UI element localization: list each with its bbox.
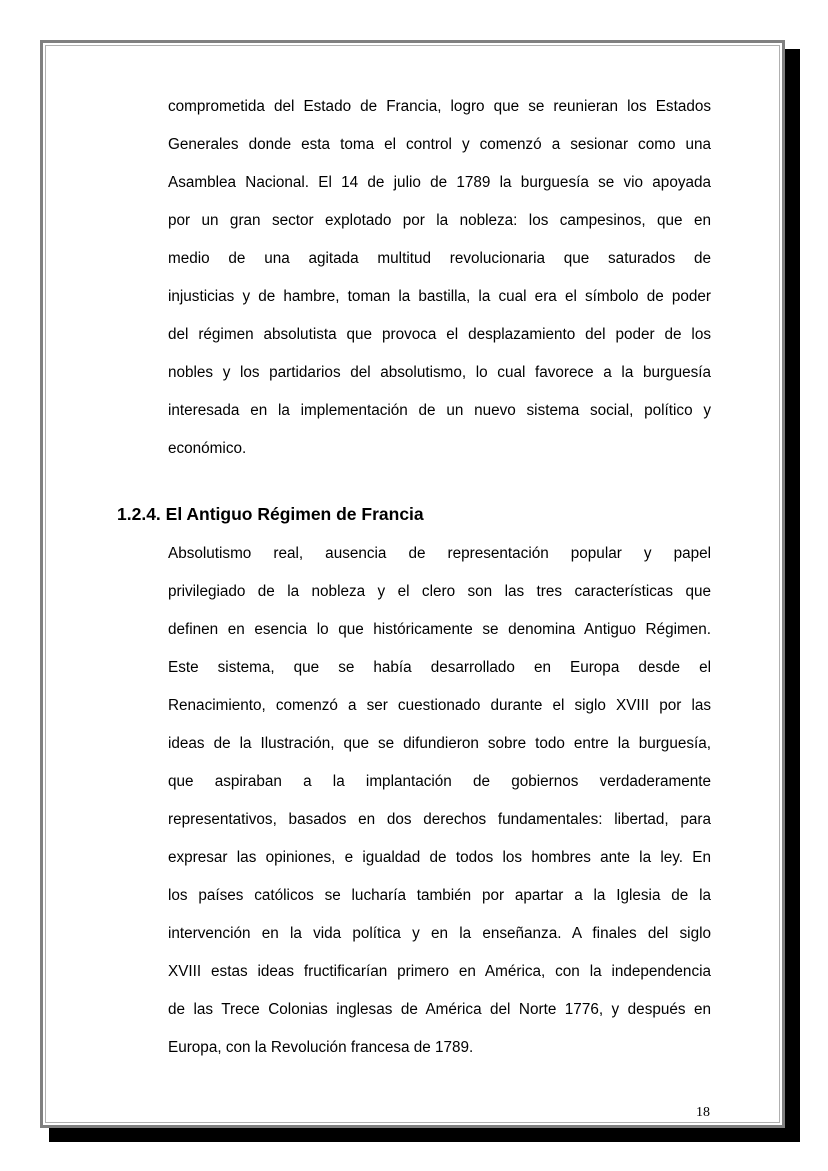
text-line: definen en esencia lo que históricamente se denomina Antiguo Régimen. — [168, 621, 711, 638]
text-line: injusticias y de hambre, toman la bastilla, la cual era el símbolo de poder — [168, 288, 711, 305]
text-line: nobles y los partidarios del absolutismo, lo cual favorece a la burguesía — [168, 364, 711, 381]
text-line: ideas de la Ilustración, que se difundieron sobre todo entre la burguesía, — [168, 735, 711, 752]
text-line: Generales donde esta toma el control y comenzó a sesionar como una — [168, 136, 711, 153]
text-line: de las Trece Colonias inglesas de América del Norte 1776, y después en — [168, 1001, 711, 1018]
text-line: Absolutismo real, ausencia de representación popular y papel — [168, 545, 711, 562]
text-line: comprometida del Estado de Francia, logro que se reunieran los Estados — [168, 98, 711, 115]
text-line: económico. — [168, 440, 247, 457]
text-line: representativos, basados en dos derechos fundamentales: libertad, para — [168, 811, 711, 828]
text-line: los países católicos se lucharía también por apartar a la Iglesia de la — [168, 887, 711, 904]
text-line: Asamblea Nacional. El 14 de julio de 1789 la burguesía se vio apoyada — [168, 174, 711, 191]
text-line: Renacimiento, comenzó a ser cuestionado durante el siglo XVIII por las — [168, 697, 711, 714]
text-line: Este sistema, que se había desarrollado en Europa desde el — [168, 659, 711, 676]
text-line: XVIII estas ideas fructificarían primero en América, con la independencia — [168, 963, 711, 980]
text-line: Europa, con la Revolución francesa de 1789. — [168, 1039, 474, 1056]
text-line: intervención en la vida política y en la enseñanza. A finales del siglo — [168, 925, 711, 942]
text-line: que aspiraban a la implantación de gobiernos verdaderamente — [168, 773, 711, 790]
text-line: interesada en la implementación de un nuevo sistema social, político y — [168, 402, 711, 419]
page-number: 18 — [696, 1105, 710, 1120]
text-line: por un gran sector explotado por la nobleza: los campesinos, que en — [168, 212, 711, 229]
text-line: privilegiado de la nobleza y el clero son las tres características que — [168, 583, 711, 600]
section-heading: 1.2.4. El Antiguo Régimen de Francia — [117, 504, 424, 524]
text-line: medio de una agitada multitud revolucionaria que saturados de — [168, 250, 711, 267]
text-line: expresar las opiniones, e igualdad de todos los hombres ante la ley. En — [168, 849, 711, 866]
text-line: del régimen absolutista que provoca el desplazamiento del poder de los — [168, 326, 711, 343]
